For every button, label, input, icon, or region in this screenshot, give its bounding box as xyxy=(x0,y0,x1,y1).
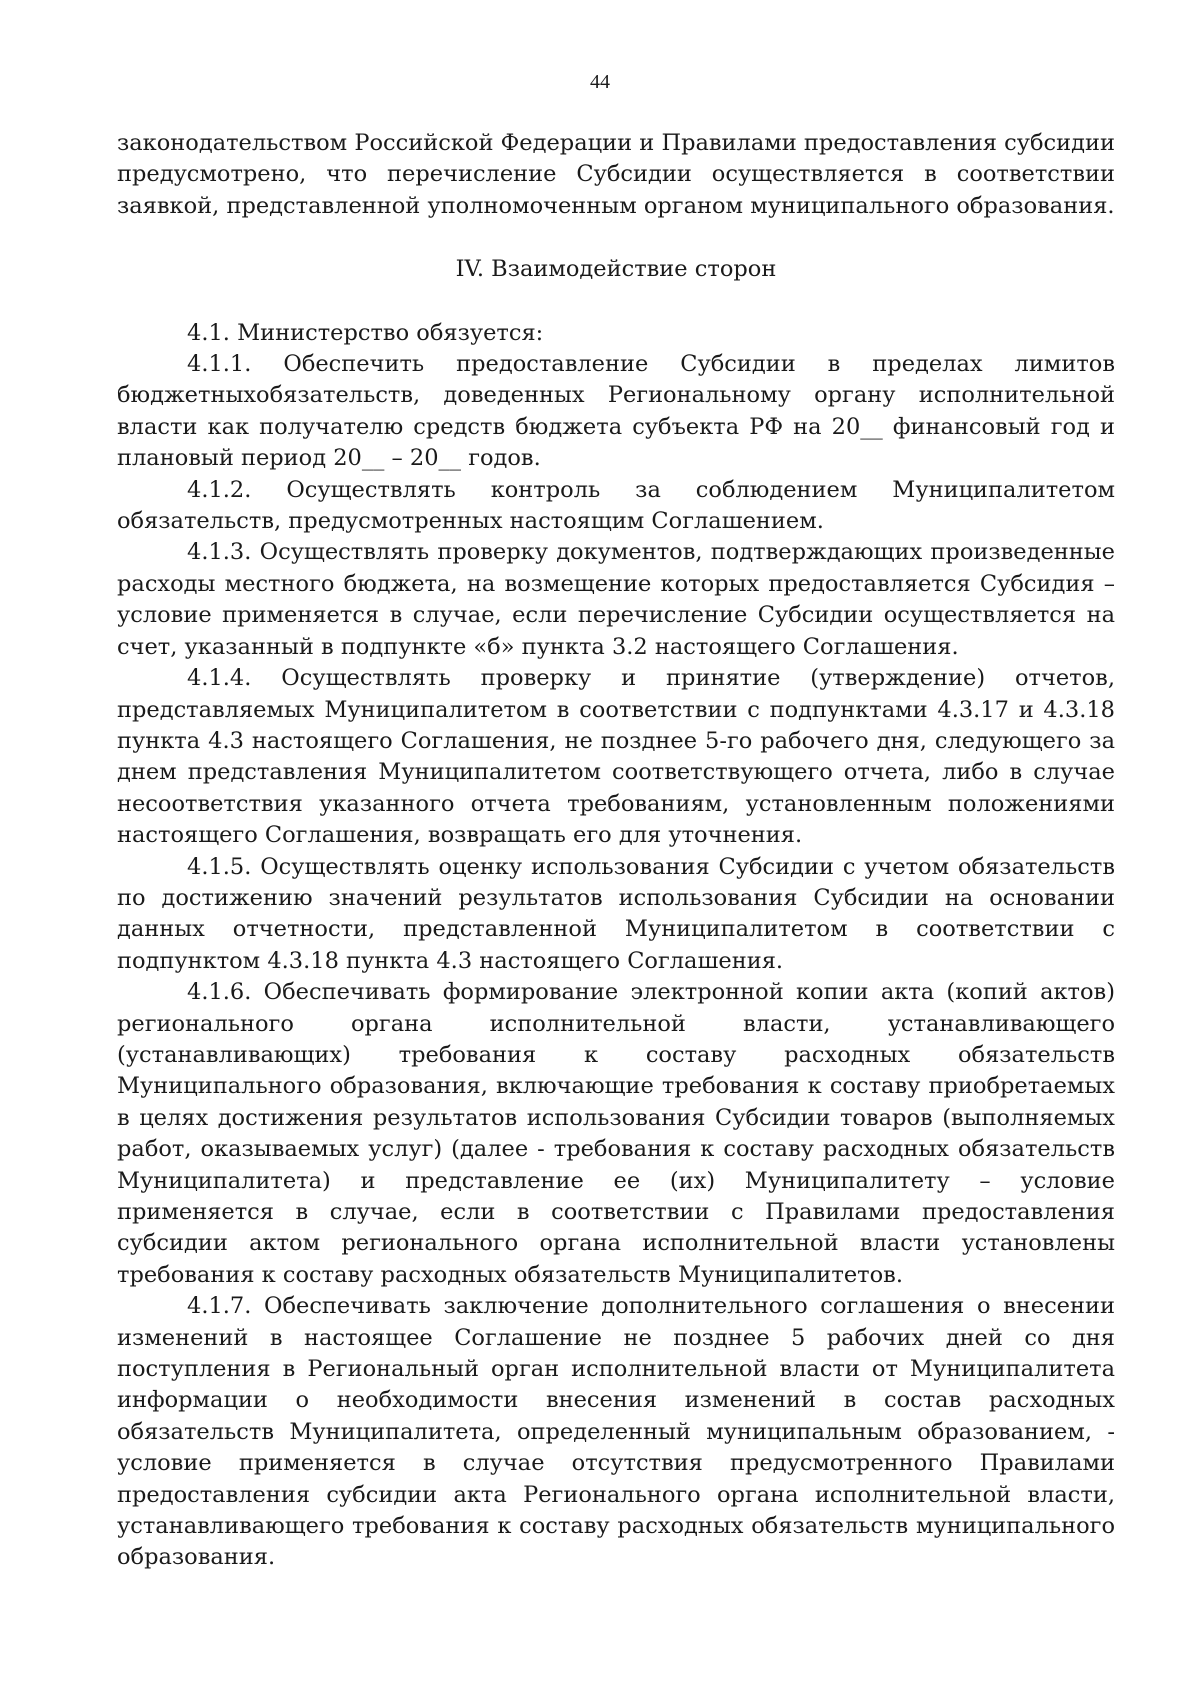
paragraph-4-1-5: 4.1.5. Осуществлять оценку использования Субсидии с учетом обязательств по достижению значений результатов использования Субсидии на основании данных отчетности, представленной Муниципалитетом в соответствии с подпунктом 4.3.18 пункта 4.3 настоящего Соглашения. xyxy=(117,853,1115,974)
paragraph-4-1-6: 4.1.6. Обеспечивать формирование электронной копии акта (копий актов) регионального органа исполнительной власти, устанавливающего (устанавливающих) требования к составу расходных обязательств Муниципального образования, включающие требования к составу приобретаемых в целях достижения результатов использования Субсидии товаров (выполняемых работ, оказываемых услуг) (далее - требования к составу расходных обязательств Муниципалитета) и представление ее (их) Муниципалитету – условие применяется в случае, если в соответствии с Правилами предоставления субсидии актом регионального органа исполнительной власти установлены требования к составу расходных обязательств Муниципалитетов. xyxy=(117,979,1115,1288)
paragraph-4-1: 4.1. Министерство обязуется: xyxy=(187,319,544,346)
paragraph-4-1-2: 4.1.2. Осуществлять контроль за соблюдением Муниципалитетом обязательств, предусмотренных настоящим Соглашением. xyxy=(117,476,1115,535)
paragraph-4-1-4: 4.1.4. Осуществлять проверку и принятие (утверждение) отчетов, представляемых Муниципалитетом в соответствии с подпунктами 4.3.17 и 4.3.18 пункта 4.3 настоящего Соглашения, не позднее 5-го рабочего дня, следующего за днем представления Муниципалитетом соответствующего отчета, либо в случае несоответствия указанного отчета требованиям, установленным положениями настоящего Соглашения, возвращать его для уточнения. xyxy=(117,665,1115,849)
paragraph-4-1-7: 4.1.7. Обеспечивать заключение дополнительного соглашения о внесении изменений в настоящее Соглашение не позднее 5 рабочих дней со дня поступления в Региональный орган исполнительной власти от Муниципалитета информации о необходимости внесения изменений в состав расходных обязательств Муниципалитета, определенный муниципальным образованием, - условие применяется в случае отсутствия предусмотренного Правилами предоставления субсидии акта Регионального органа исполнительной власти, устанавливающего требования к составу расходных обязательств муниципального образования. xyxy=(117,1293,1115,1571)
paragraph-4-1-1: 4.1.1. Обеспечить предоставление Субсидии в пределах лимитов бюджетныхобязательств, доведенных Региональному органу исполнительной власти как получателю средств бюджета субъекта РФ на 20__ финансовый год и плановый период 20__ – 20__ годов. xyxy=(117,351,1115,472)
page-number: 44 xyxy=(590,71,610,93)
document-body xyxy=(117,128,1115,1574)
section-heading: IV. Взаимодействие сторон xyxy=(455,256,777,283)
intro-paragraph: законодательством Российской Федерации и Правилами предоставления субсидии предусмотрено, что перечисление Субсидии осуществляется в соответствии заявкой, представленной уполномоченным органом муниципального образования. xyxy=(117,130,1115,219)
paragraph-4-1-3: 4.1.3. Осуществлять проверку документов, подтверждающих произведенные расходы местного бюджета, на возмещение которых предоставляется Субсидия – условие применяется в случае, если перечисление Субсидии осуществляется на счет, указанный в подпункте «б» пункта 3.2 настоящего Соглашения. xyxy=(117,539,1115,660)
